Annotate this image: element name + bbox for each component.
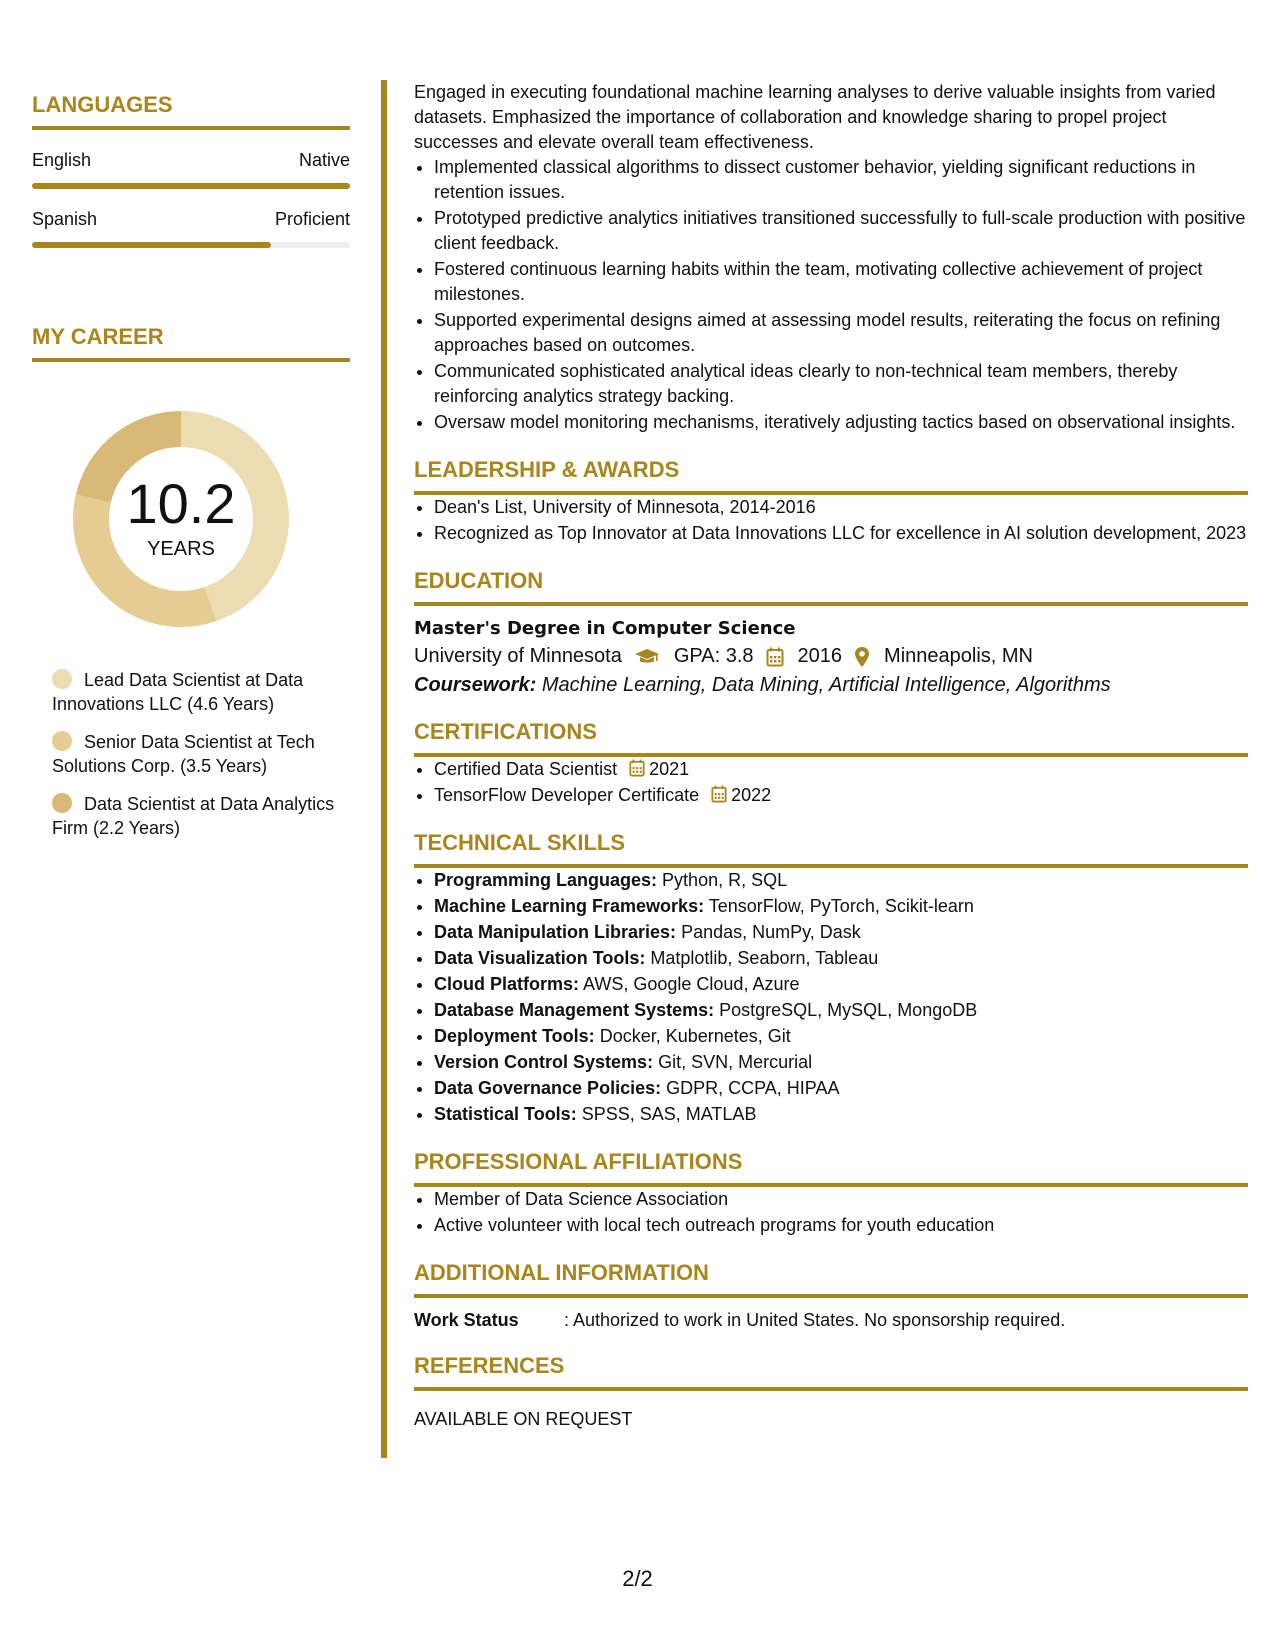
skill-label: Database Management Systems: (434, 1000, 715, 1020)
skill-item (434, 920, 1248, 945)
language-level: Native (298, 150, 350, 170)
coursework-label: Coursework: (414, 674, 537, 696)
language-proficiency-fill (32, 242, 271, 248)
leadership-list (414, 495, 1248, 546)
career-legend-label: Lead Data Scientist at Data Innovations LLC (4.6 Years) (52, 670, 304, 714)
certifications-title: CERTIFICATIONS (414, 719, 1248, 757)
experience-bullet: • Implemented classical algorithms to dissect customer behavior, yielding significant reductions in retention issues. (434, 155, 1248, 205)
skill-label: Programming Languages: (434, 870, 658, 890)
experience-section (414, 80, 1248, 435)
skill-label: Data Manipulation Libraries: (434, 922, 677, 942)
career-donut-chart (66, 404, 296, 634)
additional-title: ADDITIONAL INFORMATION (414, 1260, 1248, 1298)
graduation-cap-icon (634, 648, 660, 666)
affiliations-title: PROFESSIONAL AFFILIATIONS (414, 1149, 1248, 1187)
skill-label: Deployment Tools: (434, 1026, 595, 1046)
certifications-section (414, 719, 1248, 808)
main-content (414, 80, 1248, 1430)
career-legend-item (52, 730, 350, 778)
leadership-item: • Recognized as Top Innovator at Data Innovations LLC for excellence in AI solution development, 2023 (434, 521, 1248, 546)
career-title: MY CAREER (32, 324, 350, 362)
skill-value: Docker, Kubernetes, Git (599, 1026, 791, 1046)
certification-item (434, 783, 1248, 808)
skill-item (434, 1024, 1248, 1049)
skill-item (434, 894, 1248, 919)
career-legend-item (52, 792, 350, 840)
leadership-section (414, 457, 1248, 546)
career-total-unit: YEARS (147, 538, 215, 560)
calendar-icon (711, 785, 727, 803)
experience-intro: Engaged in executing foundational machine learning analyses to derive valuable insights from varied datasets. Emphasized the importance of collaboration and knowledge sharing to propel project successes and elevate overall team effectiveness. (414, 82, 1216, 152)
education-year: 2016 (797, 645, 843, 667)
column-divider (381, 80, 387, 1458)
certification-item (434, 757, 1248, 782)
education-section (414, 568, 1248, 697)
legend-dot-icon (52, 731, 72, 751)
skill-item (434, 946, 1248, 971)
skills-title: TECHNICAL SKILLS (414, 830, 1248, 868)
experience-bullet: • Prototyped predictive analytics initiatives transitioned successfully to full-scale production with positive client feedback. (434, 206, 1248, 256)
affiliations-section (414, 1149, 1248, 1238)
skill-value: Git, SVN, Mercurial (658, 1052, 813, 1072)
calendar-icon (629, 759, 645, 777)
education-degree: Master's Degree in Computer Science (414, 618, 796, 639)
skill-label: Machine Learning Frameworks: (434, 896, 705, 916)
skill-value: SPSS, SAS, MATLAB (581, 1104, 757, 1124)
affiliations-list (414, 1187, 1248, 1238)
career-legend-label: Data Scientist at Data Analytics Firm (2.2 Years) (52, 794, 335, 838)
language-name: English (32, 150, 92, 170)
certification-name: TensorFlow Developer Certificate (434, 785, 700, 805)
education-title: EDUCATION (414, 568, 1248, 606)
skill-value: AWS, Google Cloud, Azure (583, 974, 800, 994)
skill-label: Statistical Tools: (434, 1104, 577, 1124)
career-total-years: 10.2 (126, 472, 236, 535)
legend-dot-icon (52, 669, 72, 689)
leadership-title: LEADERSHIP & AWARDS (414, 457, 1248, 495)
sidebar (32, 92, 350, 854)
languages-title: LANGUAGES (32, 92, 350, 130)
work-status-label: Work Status (414, 1310, 519, 1330)
certification-name: Certified Data Scientist (434, 759, 618, 779)
certification-year: 2021 (649, 759, 690, 779)
work-status-row (414, 1310, 1248, 1331)
education-school: University of Minnesota (414, 645, 622, 667)
location-pin-icon (854, 646, 870, 668)
certification-year: 2022 (731, 785, 772, 805)
legend-dot-icon (52, 793, 72, 813)
experience-bullet: • Supported experimental designs aimed at assessing model results, reiterating the focus on refining approaches based on outcomes. (434, 308, 1248, 358)
education-meta (414, 645, 1248, 668)
leadership-item: • Dean's List, University of Minnesota, 2014-2016 (434, 495, 1248, 520)
career-legend (52, 668, 350, 840)
additional-section (414, 1260, 1248, 1331)
skill-value: Python, R, SQL (662, 870, 788, 890)
skill-label: Data Governance Policies: (434, 1078, 662, 1098)
certifications-list (414, 757, 1248, 808)
references-text: AVAILABLE ON REQUEST (414, 1409, 633, 1429)
skill-item (434, 1102, 1248, 1127)
skill-value: PostgreSQL, MySQL, MongoDB (719, 1000, 978, 1020)
skills-section (414, 830, 1248, 1127)
skill-item (434, 998, 1248, 1023)
work-status-value: : Authorized to work in United States. No sponsorship required. (564, 1310, 1066, 1330)
skill-item (434, 868, 1248, 893)
skill-item (434, 1050, 1248, 1075)
skill-value: Matplotlib, Seaborn, Tableau (650, 948, 879, 968)
experience-bullet: • Communicated sophisticated analytical ideas clearly to non-technical team members, thereby reinforcing analytics strategy backing. (434, 359, 1248, 409)
language-level: Proficient (274, 209, 350, 229)
skill-value: TensorFlow, PyTorch, Scikit-learn (708, 896, 974, 916)
experience-bullet: • Oversaw model monitoring mechanisms, iteratively adjusting tactics based on observational insights. (434, 410, 1248, 435)
education-location: Minneapolis, MN (884, 645, 1033, 667)
skill-label: Cloud Platforms: (434, 974, 580, 994)
education-coursework (414, 674, 1248, 697)
skill-label: Version Control Systems: (434, 1052, 654, 1072)
references-title: REFERENCES (414, 1353, 1248, 1391)
skills-list (414, 868, 1248, 1127)
language-item (32, 209, 350, 248)
skill-label: Data Visualization Tools: (434, 948, 646, 968)
experience-bullets (414, 155, 1248, 435)
language-proficiency-bar (32, 242, 350, 248)
skill-value: Pandas, NumPy, Dask (681, 922, 861, 942)
skill-item (434, 972, 1248, 997)
page-number: 2/2 (622, 1566, 653, 1591)
education-gpa: GPA: 3.8 (673, 645, 754, 667)
affiliation-item: • Member of Data Science Association (434, 1187, 1248, 1212)
references-section (414, 1353, 1248, 1430)
experience-bullet: • Fostered continuous learning habits within the team, motivating collective achievement of project milestones. (434, 257, 1248, 307)
language-name: Spanish (32, 209, 98, 229)
language-proficiency-bar (32, 183, 350, 189)
language-proficiency-fill (32, 183, 350, 189)
calendar-icon (766, 647, 784, 667)
skill-value: GDPR, CCPA, HIPAA (666, 1078, 840, 1098)
affiliation-item: • Active volunteer with local tech outreach programs for youth education (434, 1213, 1248, 1238)
coursework-value: Machine Learning, Data Mining, Artificial Intelligence, Algorithms (541, 674, 1111, 696)
career-legend-item (52, 668, 350, 716)
career-legend-label: Senior Data Scientist at Tech Solutions Corp. (3.5 Years) (52, 732, 315, 776)
skill-item (434, 1076, 1248, 1101)
language-item (32, 150, 350, 189)
